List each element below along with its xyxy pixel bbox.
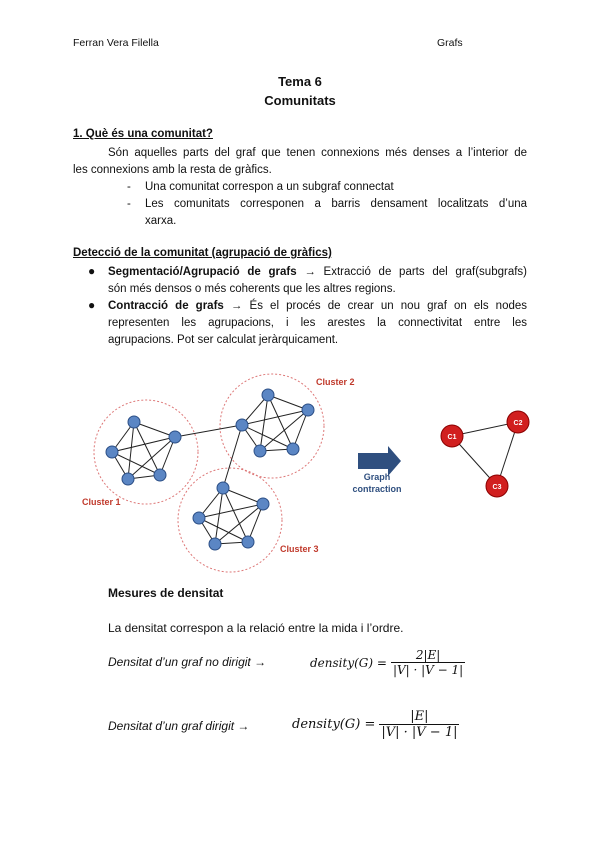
arrow-icon: → [230,300,243,312]
directed-label: Densitat d’un graf dirigit → [108,719,250,733]
directed-numerator: |E| [379,709,459,725]
section1-bullet2-line2: xarxa. [145,215,177,227]
graph-node [287,443,299,455]
graph-node [242,536,254,548]
section1-para-line2: les connexions amb la resta de gràfics. [73,164,272,176]
undirected-fraction [391,648,465,677]
section2-item2-line3: agrupacions. Pot ser calculat jeràrquicament. [108,334,339,346]
section2-item1-text: Extracció de parts del graf(subgrafs) [323,266,527,278]
section2-heading: Detecció de la comunitat (agrupació de gràfics) [73,247,332,259]
graph-node [257,498,269,510]
section2-item1-line1 [108,264,527,281]
graph-node [122,473,134,485]
section1-bullet2-line1: Les comunitats corresponen a barris densament localitzats d’una [145,198,527,210]
bullet-dot: ● [88,298,96,312]
undirected-lhs: density(G) = [310,655,387,670]
section2-item2-line2: representen les agrupacions, i les arestes la connectivitat entre les [108,317,527,329]
undirected-label: Densitat d’un graf no dirigit → [108,655,267,669]
density-heading: Mesures de densitat [108,586,224,600]
arrow-label-line1: Graph [363,472,391,482]
directed-denominator: |V| · |V − 1| [381,725,458,740]
graph-edges [112,395,308,544]
graph-contraction-figure [82,362,540,562]
section2-item2-text: És el procés de crear un nou graf on els nodes [249,300,528,312]
density-intro: La densitat correspon a la relació entre la mida i l’ordre. [108,621,404,635]
page-subtitle: Comunitats [264,93,336,108]
section1-bullet1: Una comunitat correspon a un subgraf connectat [145,181,394,193]
contracted-node-label: C2 [513,420,523,427]
graph-node [209,538,221,550]
cluster3-label: Cluster 3 [280,544,319,554]
contracted-node-label: C1 [447,434,457,441]
header-subject: Grafs [437,37,463,49]
section2-item1-bold: Segmentació/Agrupació de grafs [108,266,297,278]
undirected-numerator: 2|E| [391,648,465,663]
section1-heading: 1. Què és una comunitat? [73,128,213,140]
undirected-formula [310,648,465,677]
graph-node [128,416,140,428]
cluster1-label: Cluster 1 [82,497,121,507]
section2-item2-bold: Contracció de grafs [108,300,224,312]
graph-node [154,469,166,481]
arrow-icon: → [304,266,316,278]
graph-node [236,419,248,431]
graph-nodes [106,389,314,550]
graph-node [254,445,266,457]
graph-node [262,389,274,401]
arrow-label-line2: contraction [352,484,402,494]
section1-para-line1: Són aquelles parts del graf que tenen connexions més denses a l’interior de [108,147,527,159]
directed-formula [292,709,459,740]
page-title: Tema 6 [278,74,322,89]
graph-node [193,512,205,524]
section2-item2-line1 [108,298,527,315]
graph-node [169,431,181,443]
cluster2-label: Cluster 2 [316,377,355,387]
graph-node [302,404,314,416]
bullet-dot: ● [88,264,96,278]
contracted-node-label: C3 [492,484,502,491]
graph-node [106,446,118,458]
undirected-denominator: |V| · |V − 1| [392,663,464,677]
dash-bullet: - [127,198,131,210]
directed-lhs: density(G) = [292,717,376,732]
section2-item1-line2: són més densos o més coherents que les altres regions. [108,283,396,295]
header-author: Ferran Vera Filella [73,37,159,49]
directed-fraction [379,709,459,740]
dash-bullet: - [127,181,131,193]
graph-node [217,482,229,494]
